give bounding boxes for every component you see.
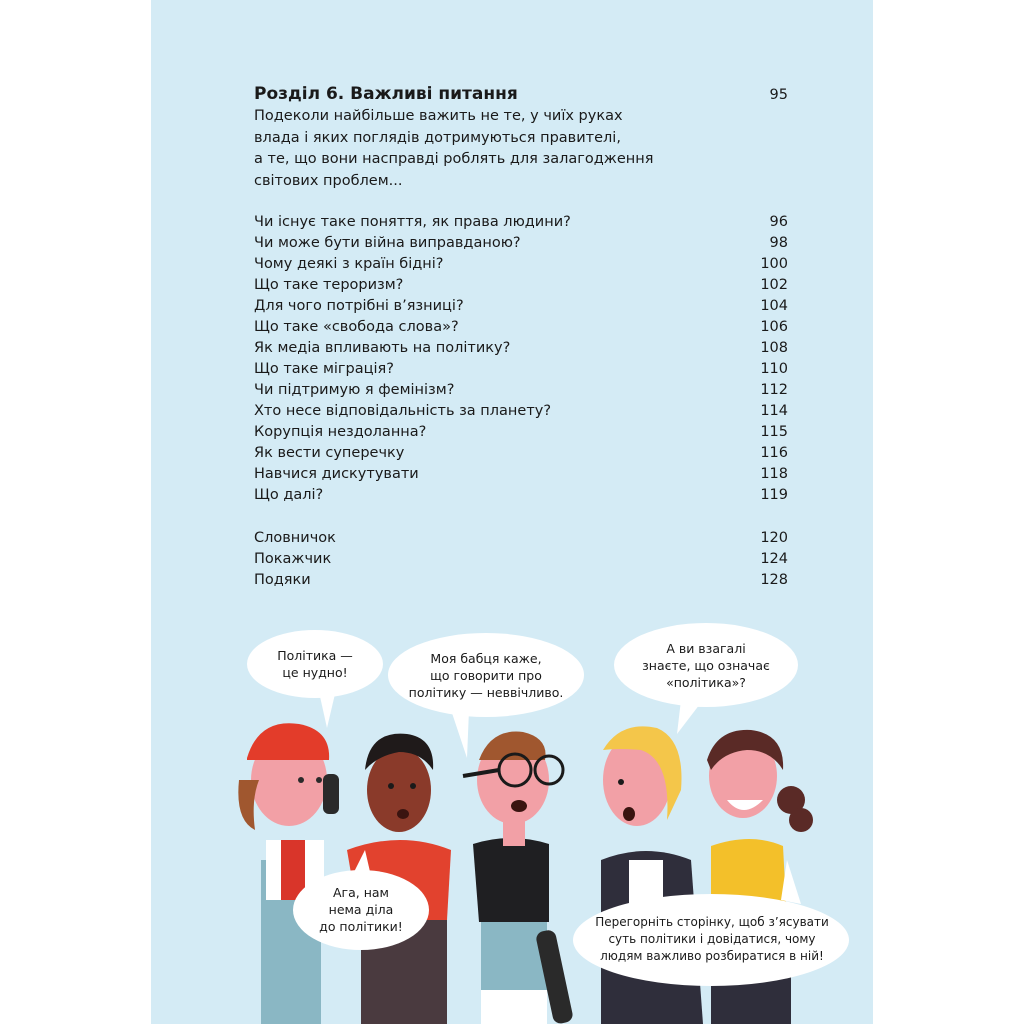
- entry-page: 118: [760, 466, 788, 482]
- bubble-line: нема діла: [328, 902, 394, 917]
- toc-entry[interactable]: [254, 338, 788, 359]
- entry-title: Чи може бути війна виправданою?: [254, 235, 521, 251]
- entry-page: 120: [760, 530, 788, 546]
- toc-entry[interactable]: [254, 422, 788, 443]
- toc-entry[interactable]: [254, 380, 788, 401]
- bubble-line: Політика —: [277, 648, 353, 663]
- toc-entry[interactable]: [254, 317, 788, 338]
- chapter-heading-row: [254, 84, 788, 106]
- bubble-text-5: [577, 914, 847, 965]
- entry-page: 100: [760, 256, 788, 272]
- entry-title: Як медіа впливають на політику?: [254, 340, 511, 356]
- entry-page: 115: [760, 424, 788, 440]
- entry-page: 106: [760, 319, 788, 335]
- entry-page: 119: [760, 487, 788, 503]
- bubble-line: Ага, нам: [333, 885, 389, 900]
- toc-entry[interactable]: [254, 359, 788, 380]
- intro-line: Подеколи найбільше важить не те, у чиїх руках: [254, 108, 623, 124]
- toc-entry[interactable]: [254, 212, 788, 233]
- kid-glasses-boy: [463, 732, 574, 1024]
- bubble-line: людям важливо розбиратися в ній!: [600, 949, 824, 963]
- entry-page: 108: [760, 340, 788, 356]
- chapter-intro: [254, 106, 788, 192]
- toc-entry[interactable]: [254, 401, 788, 422]
- toc-entry[interactable]: [254, 275, 788, 296]
- bubble-line: «політика»?: [666, 675, 746, 690]
- bubble-text-2: [391, 650, 581, 701]
- entry-page: 124: [760, 551, 788, 567]
- entry-page: 98: [769, 235, 788, 251]
- entry-title: Що далі?: [254, 487, 324, 503]
- bubble-line: до політики!: [319, 919, 403, 934]
- bubble-line: знаєте, що означає: [642, 658, 770, 673]
- entry-page: 102: [760, 277, 788, 293]
- toc-entries: [254, 212, 788, 506]
- toc-entry[interactable]: [254, 549, 788, 570]
- entry-title: Що таке тероризм?: [254, 277, 404, 293]
- intro-line: влада і яких поглядів дотримуються правителі,: [254, 129, 621, 146]
- entry-title: Навчися дискутувати: [254, 466, 419, 482]
- entry-title: Чи підтримую я фемінізм?: [254, 382, 455, 398]
- toc-entry[interactable]: [254, 254, 788, 275]
- intro-line: а те, що вони насправді роблять для залагодження: [254, 151, 654, 167]
- intro-line: світових проблем...: [254, 172, 403, 189]
- entry-title: Словничок: [254, 530, 336, 546]
- table-of-contents: [254, 84, 788, 591]
- entry-title: Що таке «свобода слова»?: [254, 319, 459, 335]
- entry-page: 128: [760, 572, 788, 588]
- entry-page: 96: [769, 214, 788, 230]
- entry-title: Корупція нездоланна?: [254, 424, 427, 440]
- chapter-title: Розділ 6. Важливі питання: [254, 84, 518, 104]
- toc-entry[interactable]: [254, 296, 788, 317]
- toc-entry[interactable]: [254, 528, 788, 549]
- bubble-text-4: [296, 884, 426, 935]
- entry-title: Що таке міграція?: [254, 361, 394, 377]
- toc-entry[interactable]: [254, 485, 788, 506]
- toc-entry[interactable]: [254, 464, 788, 485]
- bubble-line: політику — неввічливо.: [408, 685, 564, 700]
- entry-title: Хто несе відповідальність за планету?: [254, 403, 552, 419]
- bubble-line: суть політики і довідатися, чому: [608, 932, 816, 946]
- entry-page: 104: [760, 298, 788, 314]
- toc-entry[interactable]: [254, 233, 788, 254]
- entry-page: 114: [760, 403, 788, 419]
- entry-title: Чому деякі з країн бідні?: [254, 256, 444, 272]
- book-page: [151, 0, 873, 1024]
- entry-page: 112: [760, 382, 788, 398]
- bubble-line: Моя бабця каже,: [430, 651, 542, 666]
- bubble-line: А ви взагалі: [666, 641, 746, 656]
- entry-title: Покажчик: [254, 551, 332, 567]
- back-matter: [254, 528, 788, 591]
- illustration: [151, 610, 873, 1024]
- bubble-text-3: [616, 640, 796, 691]
- bubble-line: Перегорніть сторінку, щоб з’ясувати: [595, 915, 829, 929]
- bubble-text-1: [247, 647, 383, 681]
- bubble-line: це нудно!: [282, 665, 348, 680]
- chapter-page-number: 95: [769, 87, 788, 103]
- entry-title: Для чого потрібні в’язниці?: [254, 298, 464, 314]
- entry-title: Як вести суперечку: [254, 445, 405, 461]
- entry-page: 110: [760, 361, 788, 377]
- toc-entry[interactable]: [254, 443, 788, 464]
- toc-entry[interactable]: [254, 570, 788, 591]
- kid-helmet-girl: [238, 723, 339, 1024]
- bubble-line: що говорити про: [430, 668, 542, 683]
- entry-page: 116: [760, 445, 788, 461]
- entry-title: Чи існує таке поняття, як права людини?: [254, 214, 571, 230]
- entry-title: Подяки: [254, 572, 311, 588]
